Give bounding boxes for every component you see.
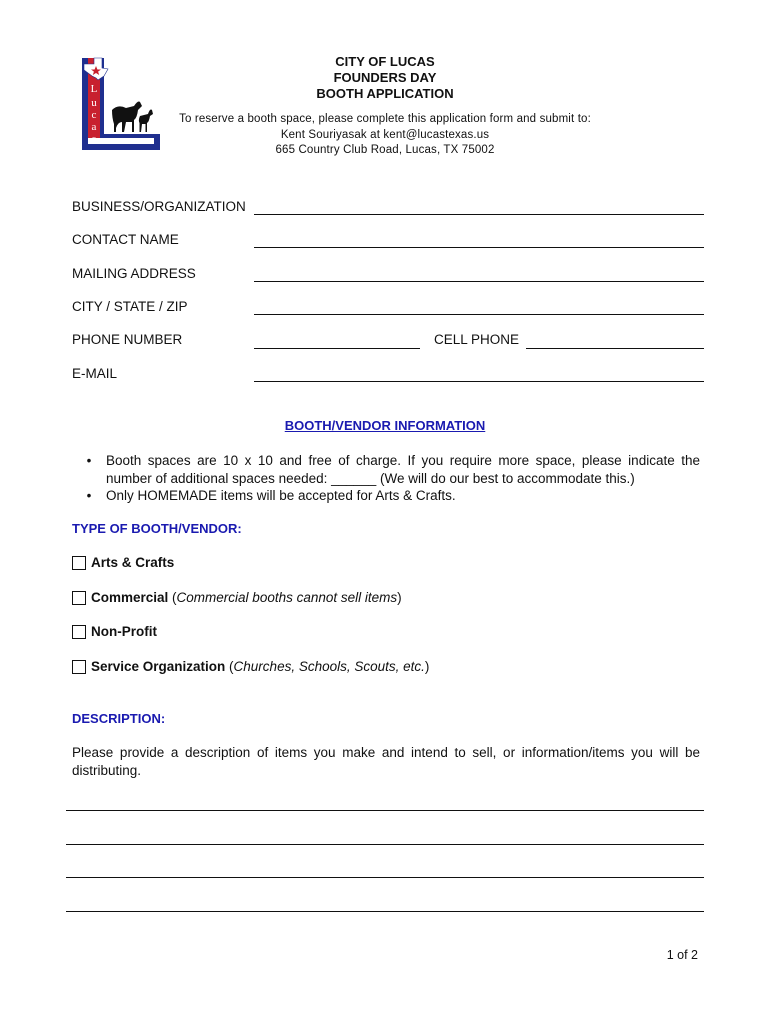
description-line-1[interactable]	[66, 810, 704, 811]
logo-letter-3: c	[91, 109, 97, 121]
option-service-organization[interactable]: Service Organization ( Churches, Schools, Scouts, etc. )	[72, 659, 429, 674]
booth-type-title: TYPE OF BOOTH/VENDOR:	[72, 521, 242, 536]
booth-size-note: Booth spaces are 10 x 10 and free of charge. If you require more space, please indicate the number of additional spaces needed: ______ (We will do our best to accommodate this.)	[106, 453, 700, 486]
email-field[interactable]	[254, 381, 704, 382]
logo-letter-4: a	[91, 121, 97, 133]
list-item: • Only HOMEMADE items will be accepted for Arts & Crafts.	[72, 487, 700, 505]
list-item: • Booth spaces are 10 x 10 and free of charge. If you require more space, please indicate the number of additional spaces needed: ______ (We will do our best to accommodate this.)	[86, 453, 700, 486]
title-line-1: CITY OF LUCAS	[335, 54, 435, 69]
title-line-3: BOOTH APPLICATION	[316, 86, 454, 101]
mailing-address-line: 665 Country Club Road, Lucas, TX 75002	[275, 144, 495, 156]
mailing-address-label: MAILING ADDRESS	[72, 266, 196, 281]
homemade-note: Only HOMEMADE items will be accepted for Arts & Crafts.	[106, 488, 456, 503]
business-field[interactable]	[254, 214, 704, 215]
city-of-lucas-logo	[74, 56, 160, 152]
service-organization-checkbox[interactable]	[72, 660, 86, 674]
horses-icon	[112, 102, 153, 133]
page-number: 1 of 2	[666, 948, 698, 962]
logo-letter-1: L	[90, 83, 98, 95]
option-commercial[interactable]: Commercial ( Commercial booths cannot sell items )	[72, 590, 402, 605]
description-line-2[interactable]	[66, 844, 704, 845]
submission-instruction: To reserve a booth space, please complete this application form and submit to:	[179, 113, 591, 125]
business-label: BUSINESS/ORGANIZATION	[72, 199, 246, 214]
option-label: Arts & Crafts	[91, 555, 175, 570]
city-state-zip-label: CITY / STATE / ZIP	[72, 299, 188, 314]
option-non-profit[interactable]	[72, 624, 157, 639]
document-header	[150, 54, 620, 159]
logo-letter-5: s	[91, 133, 97, 145]
option-arts-crafts[interactable]	[72, 555, 174, 570]
contact-name-label: CONTACT NAME	[72, 232, 179, 247]
title-line-2: FOUNDERS DAY	[333, 70, 437, 85]
description-instructions: Please provide a description of items you make and intend to sell, or information/items you will be distributing.	[72, 745, 700, 778]
email-label: E-MAIL	[72, 366, 118, 381]
arts-crafts-checkbox[interactable]	[72, 556, 86, 570]
description-line-4[interactable]	[66, 911, 704, 912]
mailing-address-field[interactable]	[254, 281, 704, 282]
cell-phone-label: CELL PHONE	[434, 332, 520, 347]
option-label: Service Organization	[91, 659, 226, 674]
city-state-zip-field[interactable]	[254, 314, 704, 315]
option-label: Non-Profit	[91, 624, 157, 639]
booth-info-title: BOOTH/VENDOR INFORMATION	[284, 418, 486, 433]
booth-info-list	[72, 452, 700, 505]
non-profit-checkbox[interactable]	[72, 625, 86, 639]
option-note: Churches, Schools, Scouts, etc.	[233, 659, 425, 674]
contact-name-field[interactable]	[254, 247, 704, 248]
cell-phone-field[interactable]	[526, 348, 704, 349]
logo-letter-2: u	[91, 97, 97, 109]
contact-person: Kent Souriyasak at kent@lucastexas.us	[280, 128, 490, 141]
option-note: Commercial booths cannot sell items	[176, 590, 398, 605]
commercial-checkbox[interactable]	[72, 591, 86, 605]
phone-field[interactable]	[254, 348, 420, 349]
description-title: DESCRIPTION:	[72, 711, 166, 726]
description-line-3[interactable]	[66, 877, 704, 878]
phone-label: PHONE NUMBER	[72, 332, 183, 347]
option-label: Commercial	[91, 590, 169, 605]
